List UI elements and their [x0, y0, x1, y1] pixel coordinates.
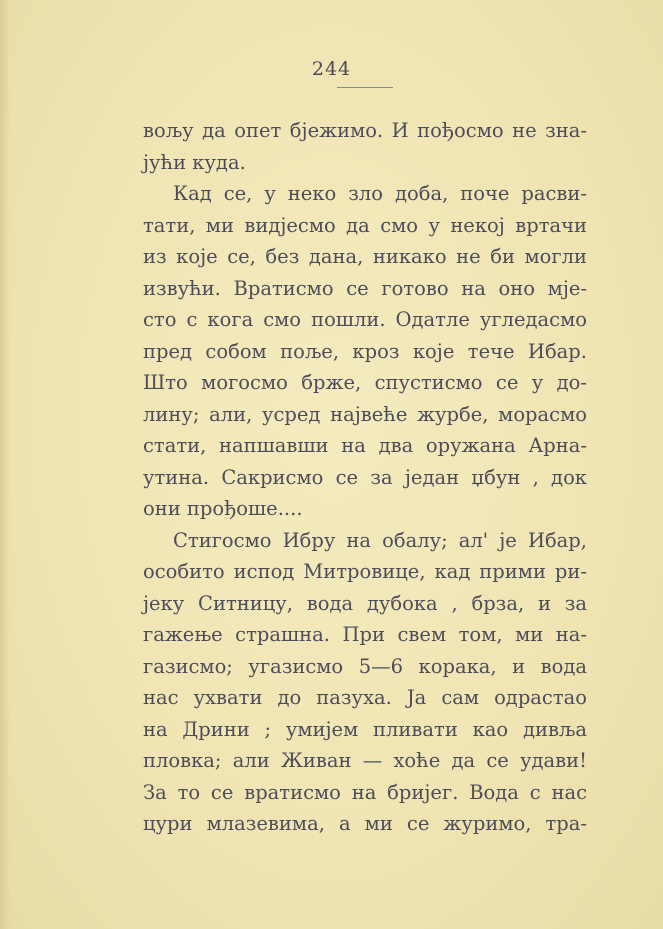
text-line: Стигосмо Ибру на обалу; ал' је Ибар, [173, 528, 587, 552]
text-line: цури млазевима, а ми се журимо, тра- [143, 812, 587, 835]
text-line: тати, ми видјесмо да смо у некој вртачи [143, 213, 587, 237]
text-line: нас ухвати до пазуха. Ја сам одрастао [143, 686, 587, 709]
page-number: 244 [311, 58, 352, 80]
text-line: гажење страшна. При свем том, ми на- [143, 623, 587, 646]
text-line: особито испод Митровице, кад прими ри- [143, 560, 587, 583]
page-number-rule [337, 87, 393, 88]
text-line: За то се вратисмо на бријег. Вода с нас [143, 780, 587, 804]
text-line: јеку Ситницу, вода дубока , брза, и за [143, 591, 587, 615]
text-line: сто с кога смо пошли. Одатле угледасмо [143, 308, 587, 331]
text-line: јући куда. [143, 150, 246, 174]
text-line: газисмо; угазисмо 5—6 корака, и вода [143, 654, 587, 678]
text-line: пловка; али Живан — хоће да се удави! [143, 749, 587, 772]
text-line: стати, напшавши на два оружана Арна- [143, 434, 587, 457]
text-line: утина. Сакрисмо се за један џбун , док [143, 465, 587, 489]
text-line: Кад се, у неко зло доба, поче расви- [173, 182, 587, 205]
text-line: Што могосмо брже, спустисмо се у до- [143, 371, 587, 394]
text-line: на Дрини ; умијем пливати као дивља [143, 717, 587, 741]
text-line: извући. Вратисмо се готово на оно мје- [143, 276, 587, 300]
text-line: из које се, без дана, никако не би могли [143, 245, 587, 268]
text-line: они прођоше.... [143, 497, 303, 520]
page-edge-shadow [0, 0, 10, 929]
body-text [143, 115, 587, 840]
text-line: лину; али, усред највеће журбе, морасмо [143, 402, 587, 426]
text-line: пред собом поље, кроз које тече Ибар. [143, 339, 587, 363]
text-line: вољу да опет бјежимо. И пођосмо не зна- [143, 119, 587, 142]
